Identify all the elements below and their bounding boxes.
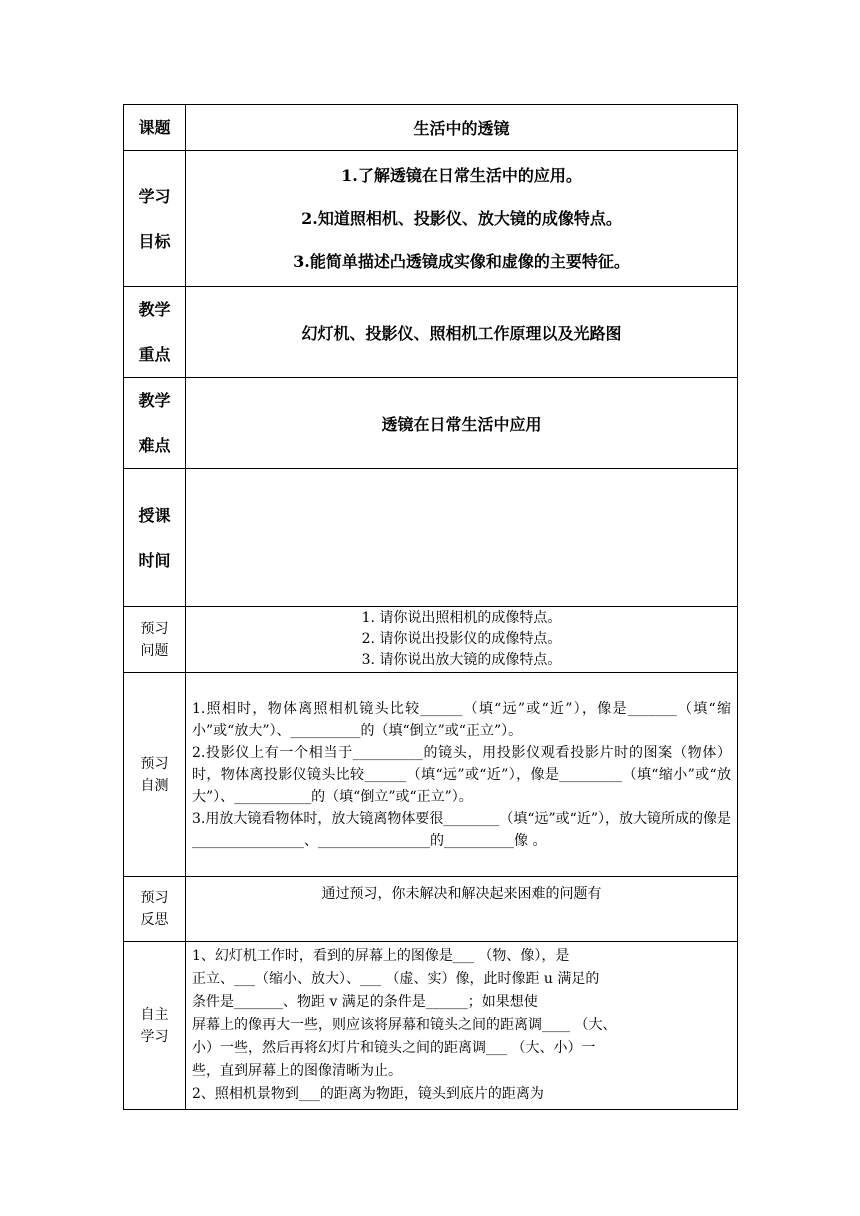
time-value bbox=[186, 469, 738, 607]
row-time bbox=[124, 469, 738, 607]
preview-test-content bbox=[186, 673, 738, 877]
label-time-1: 授课 bbox=[138, 505, 171, 525]
row-goals bbox=[124, 151, 738, 287]
row-topic bbox=[124, 105, 738, 151]
preview-question: 1. 请你说出照相机的成像特点。 bbox=[361, 610, 562, 626]
label-key bbox=[124, 287, 186, 378]
reflection-prompt: 通过预习，你未解决和解决起来困难的问题有 bbox=[186, 877, 738, 942]
goal-item: 1.了解透镜在日常生活中的应用。 bbox=[341, 166, 582, 185]
label-preview-q-2: 问题 bbox=[140, 642, 169, 659]
label-preview-test-2: 自测 bbox=[140, 777, 169, 794]
label-preview-questions bbox=[124, 607, 186, 673]
label-difficulty-1: 教学 bbox=[138, 391, 171, 410]
label-goals-1: 学习 bbox=[138, 186, 171, 206]
label-topic: 课题 bbox=[124, 105, 186, 151]
label-reflect-1: 预习 bbox=[140, 890, 169, 906]
difficulty-value: 透镜在日常生活中应用 bbox=[186, 378, 738, 469]
label-goals-2: 目标 bbox=[138, 231, 171, 251]
self-study-line: 条件是_______、物距 v 满足的条件是______；如果想使 bbox=[192, 994, 538, 1010]
preview-question: 3. 请你说出放大镜的成像特点。 bbox=[361, 652, 562, 668]
self-study-line: 1、幻灯机工作时，看到的屏幕上的图像是___ （物、像），是 bbox=[192, 948, 570, 964]
label-self-study bbox=[124, 942, 186, 1110]
goal-item: 3.能简单描述凸透镜成实像和虚像的主要特征。 bbox=[293, 252, 630, 271]
self-study-line: 屏幕上的像再大一些，则应该将屏幕和镜头之间的距离调____ （大、 bbox=[192, 1017, 617, 1033]
self-study-line: 2、照相机景物到___的距离为物距，镜头到底片的距离为 bbox=[192, 1086, 544, 1102]
preview-question: 2. 请你说出投影仪的成像特点。 bbox=[361, 631, 562, 647]
label-preview-test-1: 预习 bbox=[140, 755, 169, 772]
preview-questions-list bbox=[186, 607, 738, 673]
topic-value: 生活中的透镜 bbox=[186, 105, 738, 151]
label-goals bbox=[124, 151, 186, 287]
row-self-study bbox=[124, 942, 738, 1110]
row-key bbox=[124, 287, 738, 378]
label-reflect-2: 反思 bbox=[140, 912, 169, 928]
row-difficulty bbox=[124, 378, 738, 469]
label-preview-q-1: 预习 bbox=[140, 620, 169, 637]
preview-test-item: 2.投影仪上有一个相当于__________的镜头，用投影仪观看投影片时的图案（物体）时，物体离投影仪镜头比较______（填“远”或“近”），像是_________（填“缩小”或“放大”）、___________的（填“倒立”或“正立”）。 bbox=[192, 744, 731, 805]
label-preview-test bbox=[124, 673, 186, 877]
self-study-line: 正立、___（缩小、放大）、___ （虚、实）像，此时像距 u 满足的 bbox=[192, 971, 600, 987]
self-study-content bbox=[186, 942, 738, 1110]
label-key-2: 重点 bbox=[138, 345, 171, 364]
label-difficulty-2: 难点 bbox=[138, 436, 171, 455]
goal-item: 2.知道照相机、投影仪、放大镜的成像特点。 bbox=[301, 209, 622, 228]
self-study-line: 些，直到屏幕上的图像清晰为止。 bbox=[192, 1063, 402, 1079]
key-value: 幻灯机、投影仪、照相机工作原理以及光路图 bbox=[186, 287, 738, 378]
label-self-study-2: 学习 bbox=[140, 1028, 169, 1045]
row-preview-questions bbox=[124, 607, 738, 673]
row-reflection bbox=[124, 877, 738, 942]
row-preview-test bbox=[124, 673, 738, 877]
label-key-1: 教学 bbox=[138, 300, 171, 319]
label-self-study-1: 自主 bbox=[140, 1006, 169, 1023]
label-time-2: 时间 bbox=[138, 550, 171, 570]
self-study-line: 小）一些，然后再将幻灯片和镜头之间的距离调___ （大、小）一 bbox=[192, 1040, 596, 1056]
label-reflection bbox=[124, 877, 186, 942]
preview-test-item: 3.用放大镜看物体时，放大镜离物体要很________（填“远”或“近”），放大镜所成的像是________________、________________的__________像 。 bbox=[192, 810, 731, 849]
label-time bbox=[124, 469, 186, 607]
goals-list bbox=[186, 151, 738, 287]
lesson-plan-table bbox=[123, 104, 738, 1110]
label-difficulty bbox=[124, 378, 186, 469]
preview-test-item: 1.照相时，物体离照相机镜头比较______（填“远”或“近”），像是_______（填“缩小”或“放大”）、__________的（填“倒立”或“正立”）。 bbox=[192, 700, 731, 739]
